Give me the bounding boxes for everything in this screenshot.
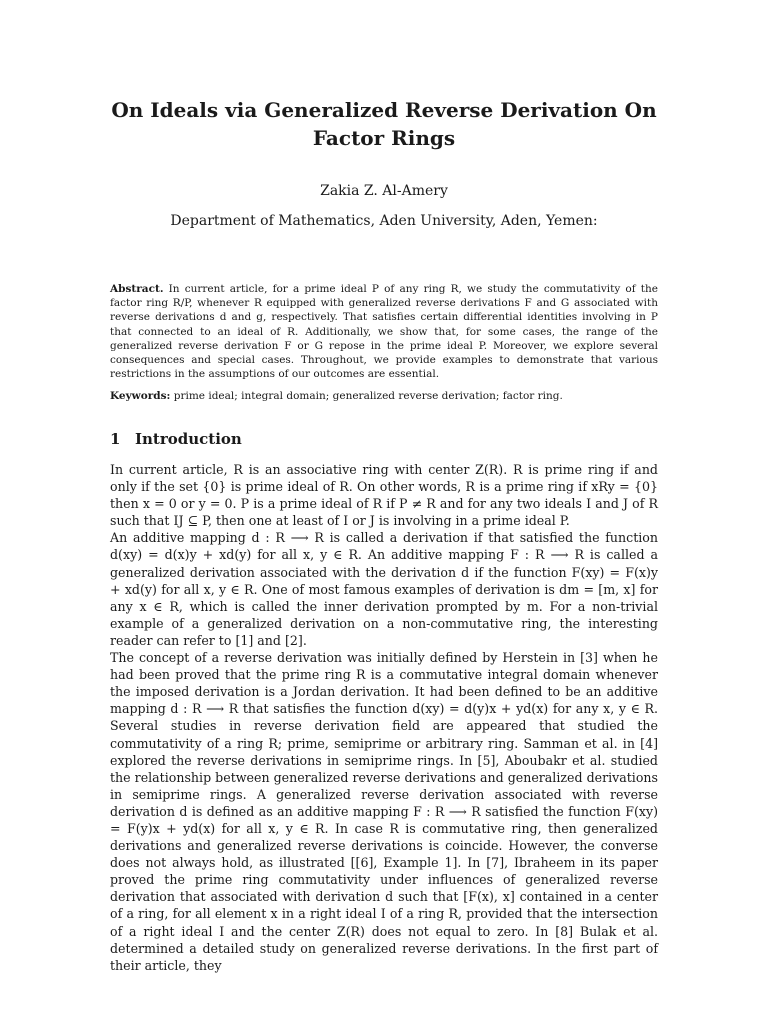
section-number: 1	[110, 430, 121, 448]
keywords-label: Keywords:	[110, 390, 171, 402]
section-heading	[110, 429, 658, 449]
paragraph: The concept of a reverse derivation was initially defined by Herstein in [3] when he had been proved that the prime ring R is a commutative integral domain whenever the imposed derivation is a Jordan derivation. It had been defined to be an additive mapping d : R ⟶ R that satisfies the function d(xy) = d(y)x + yd(x) for any x, y ∈ R. Several studies in reverse derivation field are appeared that studied the commutativity of a ring R; prime, semiprime or arbitrary ring. Samman et al. in [4] explored the reverse derivations in semiprime rings. In [5], Aboubakr et al. studied the relationship between generalized reverse derivations and generalized derivations in semiprime rings. A generalized reverse derivation associated with reverse derivation d is defined as an additive mapping F : R ⟶ R satisfied the function F(xy) = F(y)x + yd(x) for all x, y ∈ R. In case R is commutative ring, then generalized derivations and generalized reverse derivations is coincide. However, the converse does not always hold, as illustrated [[6], Example 1]. In [7], Ibraheem in its paper proved the prime ring commutativity under influences of generalized reverse derivation that associated with derivation d such that [F(x), x] contained in a center of a ring, for all element x in a right ideal I of a ring R, provided that the intersection of a right ideal I and the center Z(R) does not equal to zero. In [8] Bulak et al. determined a detailed study on generalized reverse derivations. In the first part of their article, they	[110, 650, 658, 973]
paragraph: In current article, R is an associative ring with center Z(R). R is prime ring if and only if the set {0} is prime ideal of R. On other words, R is a prime ring if xRy = {0} then x = 0 or y = 0. P is a prime ideal of R if P ≠ R and for any two ideals I and J of R such that IJ ⊆ P, then one at least of I or J is involving in a prime ideal P.	[110, 462, 658, 529]
section-title: Introduction	[135, 430, 242, 448]
author-affiliation: Department of Mathematics, Aden University, Aden, Yemen:	[170, 213, 598, 229]
author-name: Zakia Z. Al-Amery	[320, 183, 448, 199]
abstract-label: Abstract.	[110, 283, 164, 295]
body-text	[110, 461, 658, 974]
abstract	[110, 282, 658, 381]
keywords	[110, 389, 658, 403]
paper-title: On Ideals via Generalized Reverse Derivation On Factor Rings	[111, 98, 657, 150]
abstract-text: In current article, for a prime ideal P of any ring R, we study the commutativity of the factor ring R/P, whenever R equipped with generalized reverse derivations F and G associated with reverse derivations d and g, respectively. That satisfies certain differential identities involving in P that connected to an ideal of R. Additionally, we show that, for some cases, the range of the generalized reverse derivation F or G repose in the prime ideal P. Moreover, we explore several consequences and special cases. Throughout, we provide examples to demonstrate that various restrictions in the assumptions of our outcomes are essential.	[110, 283, 658, 381]
paragraph: An additive mapping d : R ⟶ R is called a derivation if that satisfied the function d(xy) = d(x)y + xd(y) for all x, y ∈ R. An additive mapping F : R ⟶ R is called a generalized derivation associated with the derivation d if the function F(xy) = F(x)y + xd(y) for all x, y ∈ R. One of most famous examples of derivation is dm = [m, x] for any x ∈ R, which is called the inner derivation prompted by m. For a non-trivial example of a generalized derivation on a non-commutative ring, the interesting reader can refer to [1] and [2].	[110, 530, 658, 648]
keywords-text: prime ideal; integral domain; generalized reverse derivation; factor ring.	[173, 390, 563, 402]
